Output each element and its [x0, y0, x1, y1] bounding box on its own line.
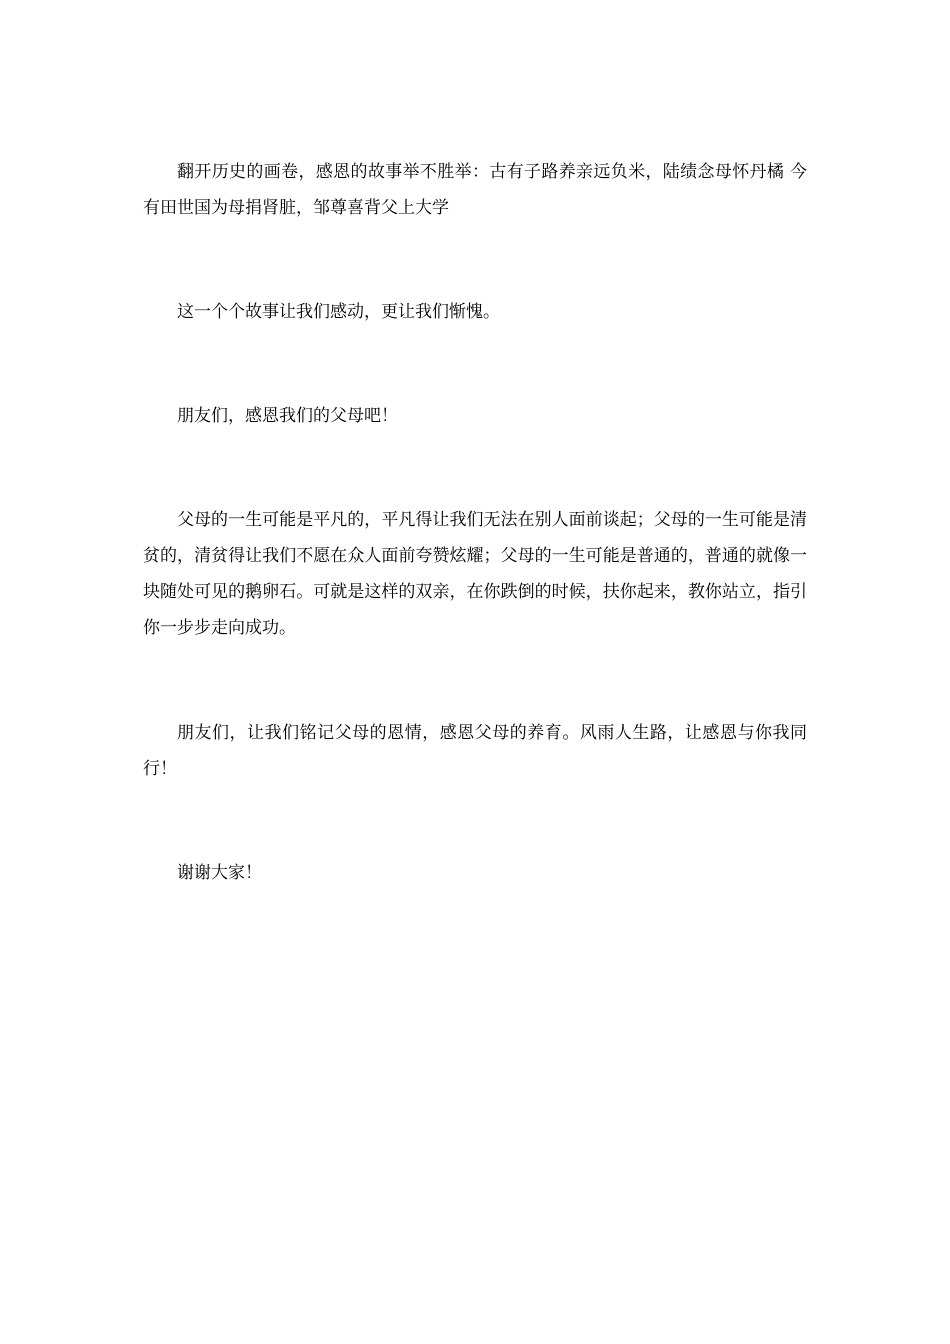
paragraph-moved-ashamed: 这一个个故事让我们感动，更让我们惭愧。: [177, 302, 500, 322]
paragraph-remember-kindness: 朋友们，让我们铭记父母的恩情，感恩父母的养育。风雨人生路，让感恩与你我同行！: [143, 723, 807, 779]
paragraph-parents-life: 父母的一生可能是平凡的，平凡得让我们无法在别人面前谈起；父母的一生可能是清贫的，清贫得让我们不愿在众人面前夸赞炫耀；父母的一生可能是普通的，普通的就像一块随处可见的鹅卵石。可就是这样的双亲，在你跌倒的时候，扶你起来，教你站立，指引你一步步走向成功。: [143, 510, 807, 638]
paragraph-thank-parents: 朋友们，感恩我们的父母吧！: [177, 406, 398, 426]
paragraph-history-stories: 翻开历史的画卷，感恩的故事举不胜举：古有子路养亲远负米，陆绩念母怀丹橘 今有田世国为母捐肾脏，邹尊喜背父上大学: [143, 162, 807, 218]
paragraph-thanks-all: 谢谢大家！: [177, 863, 262, 883]
